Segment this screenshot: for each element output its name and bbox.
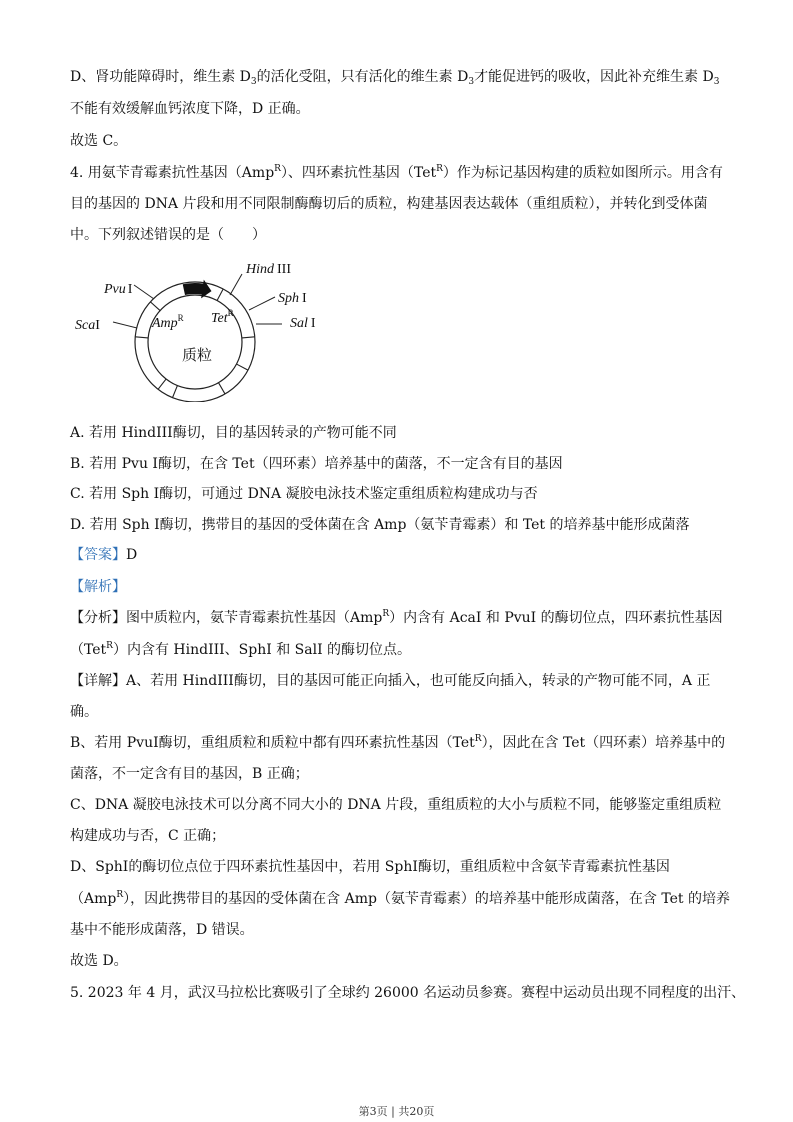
- text-segment: 菌落，不一定含有目的基因，B 正确；: [70, 766, 309, 782]
- supscript: R: [382, 609, 390, 619]
- text-segment: C. 若用 Sph Ⅰ酶切，可通过 DNA 凝胶电泳技术鉴定重组质粒构建成功与否: [70, 486, 538, 502]
- hind-label: Hind III: [246, 262, 291, 277]
- text-segment: 不能有效缓解血钙浓度下降，D 正确。: [70, 101, 310, 117]
- section-label: 【答案】: [70, 547, 126, 563]
- amp-r-label: Amp$^R$: [152, 313, 184, 331]
- text-line: [70, 672, 710, 690]
- text-line: [70, 703, 98, 721]
- text-segment: ），因此携带目的基因的受体菌在含 Amp（氨苄青霉素）的培养基中能形成菌落，在含 Tet 的培养: [123, 891, 730, 907]
- text-line: [70, 132, 127, 150]
- text-segment: 【分析】图中质粒内，氨苄青霉素抗性基因（Amp: [70, 610, 383, 626]
- text-segment: 的活化受阻，只有活化的维生素 D: [256, 69, 469, 85]
- text-segment: D: [126, 547, 138, 563]
- text-line: [70, 164, 723, 182]
- text-segment: 4. 用氨苄青霉素抗性基因（Amp: [70, 165, 275, 181]
- ring-divider: [242, 337, 255, 338]
- subscript: 3: [468, 77, 475, 87]
- text-segment: （Amp: [70, 891, 117, 907]
- pvu-label: Pvu I: [104, 282, 133, 297]
- sca-label: ScaI: [75, 318, 100, 333]
- text-line: [70, 734, 725, 752]
- supscript: R: [116, 890, 124, 900]
- text-line: [70, 578, 126, 596]
- page-footer: 第3页 | 共20页: [358, 1105, 435, 1118]
- text-segment: 基中不能形成菌落，D 错误。: [70, 922, 254, 938]
- plasmid-diagram: [70, 252, 340, 402]
- supscript: R: [106, 641, 113, 651]
- text-line: [70, 984, 745, 1002]
- text-line: [70, 424, 397, 442]
- text-segment: B. 若用 Pvu Ⅰ酶切，在含 Tet（四环素）培养基中的菌落，不一定含有目的基因: [70, 456, 563, 472]
- ring-divider: [217, 289, 223, 300]
- subscript: 3: [713, 77, 720, 87]
- ring-divider: [219, 383, 226, 394]
- supscript: R: [274, 164, 281, 174]
- text-line: [70, 485, 538, 503]
- sph-label: Sph I: [278, 291, 307, 306]
- subscript: 3: [250, 77, 257, 87]
- text-segment: C、DNA 凝胶电泳技术可以分离不同大小的 DNA 片段，重组质粒的大小与质粒不同，能够鉴定重组质粒: [70, 797, 722, 813]
- text-segment: 【详解】A、若用 HindIII酶切，目的基因可能正向插入，也可能反向插入，转录的产物可能不同，A 正: [70, 673, 711, 689]
- text-line: [70, 195, 707, 213]
- text-segment: D、肾功能障碍时，维生素 D: [70, 69, 251, 85]
- text-segment: A. 若用 HindIII酶切，目的基因转录的产物可能不同: [70, 425, 397, 441]
- text-segment: B、若用 PvuI酶切，重组质粒和质粒中都有四环素抗性基因（Tet: [70, 735, 475, 751]
- text-line: [70, 100, 310, 118]
- text-line: [70, 952, 128, 970]
- text-segment: ），因此在含 Tet（四环素）培养基中的: [481, 735, 726, 751]
- text-segment: 中。下列叙述错误的是（ ）: [70, 227, 266, 243]
- text-line: [70, 890, 730, 908]
- text-segment: 构建成功与否，C 正确；: [70, 828, 226, 844]
- ring-divider: [158, 379, 166, 389]
- text-line: [70, 765, 309, 783]
- text-segment: 5. 2023 年 4 月，武汉马拉松比赛吸引了全球约 26000 名运动员参赛。赛程中运动员出现不同程度的出汗、: [70, 985, 746, 1001]
- section-label: 【解析】: [70, 579, 126, 595]
- text-line: [70, 455, 563, 473]
- text-line: [70, 827, 225, 845]
- text-segment: 故选 C。: [70, 133, 128, 149]
- ring-divider: [135, 337, 148, 338]
- text-line: [70, 68, 719, 86]
- text-segment: （Tet: [70, 642, 107, 658]
- plasmid-center-label: 质粒: [182, 346, 213, 364]
- text-line: [70, 609, 723, 627]
- ring-divider: [150, 302, 160, 311]
- supscript: R: [436, 164, 443, 174]
- text-line: [70, 546, 137, 564]
- text-segment: 目的基因的 DNA 片段和用不同限制酶酶切后的质粒，构建基因表达载体（重组质粒），并转化到受体菌: [70, 196, 708, 212]
- text-segment: ）内含有 AcaI 和 PvuI 的酶切位点，四环素抗性基因: [389, 610, 723, 626]
- text-line: [70, 921, 254, 939]
- text-segment: ）、四环素抗性基因（Tet: [280, 165, 437, 181]
- text-segment: 才能促进钙的吸收，因此补充维生素 D: [474, 69, 714, 85]
- text-line: [70, 858, 670, 876]
- text-segment: ）内含有 HindIII、SphI 和 SalI 的酶切位点。: [112, 642, 412, 658]
- ring-divider: [173, 386, 178, 398]
- text-segment: ）作为标记基因构建的质粒如图所示。用含有: [442, 165, 723, 181]
- text-line: [70, 796, 721, 814]
- text-line: [70, 226, 266, 244]
- supscript: R: [474, 734, 482, 744]
- text-segment: D. 若用 Sph Ⅰ酶切，携带目的基因的受体菌在含 Amp（氨苄青霉素）和 Tet 的培养基中能形成菌落: [70, 517, 690, 533]
- text-line: [70, 516, 689, 534]
- text-segment: 故选 D。: [70, 953, 128, 969]
- tet-r-label: Tet$^R$: [211, 308, 234, 326]
- sal-label: Sal I: [290, 316, 316, 331]
- text-line: [70, 641, 411, 659]
- text-segment: 确。: [70, 704, 98, 720]
- ring-divider: [236, 364, 247, 370]
- text-segment: D、SphI的酶切位点位于四环素抗性基因中，若用 SphI酶切，重组质粒中含氨苄青霉素抗性基因: [70, 859, 670, 875]
